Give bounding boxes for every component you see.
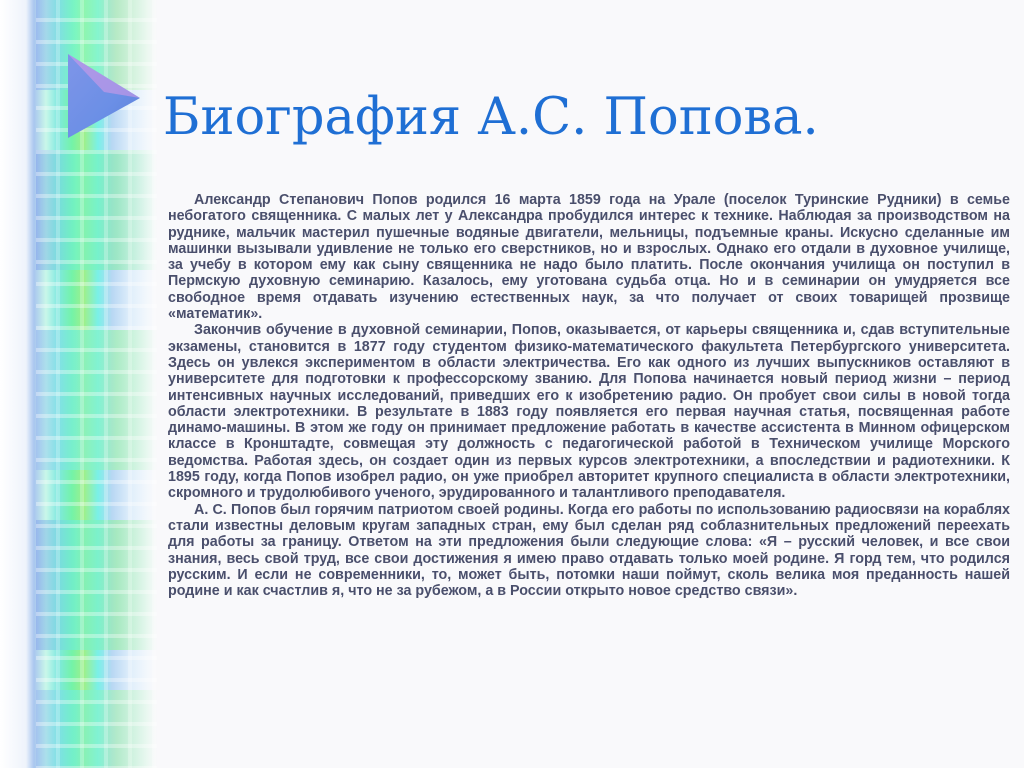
triangle-icon — [64, 52, 144, 140]
paragraph: А. С. Попов был горячим патриотом своей родины. Когда его работы по использованию радиосвязи на кораблях стали известны деловым кругам западных стран, ему был сделан ряд соблазнительных предложений переехать для работы за границу. Ответом на эти предложения были следующие слова: «Я – русский человек, и все свои знания, весь свой труд, все свои достижения я имею право отдавать только моей родине. Я горд тем, что родился русским. И если не современники, то, может быть, потомки наши поймут, сколь велика моя преданность нашей родине и как счастлив я, что не за рубежом, а в России открыто новое средство связи». — [168, 501, 1010, 600]
paragraph: Закончив обучение в духовной семинарии, Попов, оказывается, от карьеры священника и, сдав вступительные экзамены, становится в 1877 году студентом физико-математического факультета Петербургского университета. Здесь он увлекся экспериментом в области электричества. Его как одного из лучших выпускников оставляют в университете для подготовки к профессорскому званию. Для Попова начинается новый период жизни – период интенсивных научных исследований, приведших его к изобретению радио. Он пробует свои силы в новой тогда области электротехники. В результате в 1883 году появляется его первая научная статья, посвященная работе динамо-машины. В этом же году он принимает предложение работать в качестве ассистента в Минном офицерском классе в Кронштадте, совмещая эту должность с педагогической работой в Техническом училище Морского ведомства. Работая здесь, он создает один из первых курсов электротехники, а впоследствии и радиотехники. К 1895 году, когда Попов изобрел радио, он уже приобрел авторитет крупного специалиста в области электротехники, скромного и трудолюбивого ученого, эрудированного и талантливого преподавателя. — [168, 322, 1010, 502]
biography-text — [168, 192, 1010, 599]
paragraph: Александр Степанович Попов родился 16 марта 1859 года на Урале (поселок Туринские Рудники) в семье небогатого священника. С малых лет у Александра пробудился интерес к технике. Наблюдая за производством на руднике, мальчик мастерил пушечные водяные двигатели, мельницы, подъемные краны. Искусно сделанные им машинки вызывали удивление не только его сверстников, но и взрослых. Однако его отдали в духовное училище, за учебу в котором ему как сыну священника не надо было платить. После окончания училища он поступил в Пермскую духовную семинарию. Казалось, ему уготована судьба отца. Но и в семинарии он умудряется все свободное время отдавать изучению естественных наук, за что получает от своих товарищей прозвище «математик». — [168, 192, 1010, 323]
page-title: Биография А.С. Попова. — [163, 88, 819, 147]
